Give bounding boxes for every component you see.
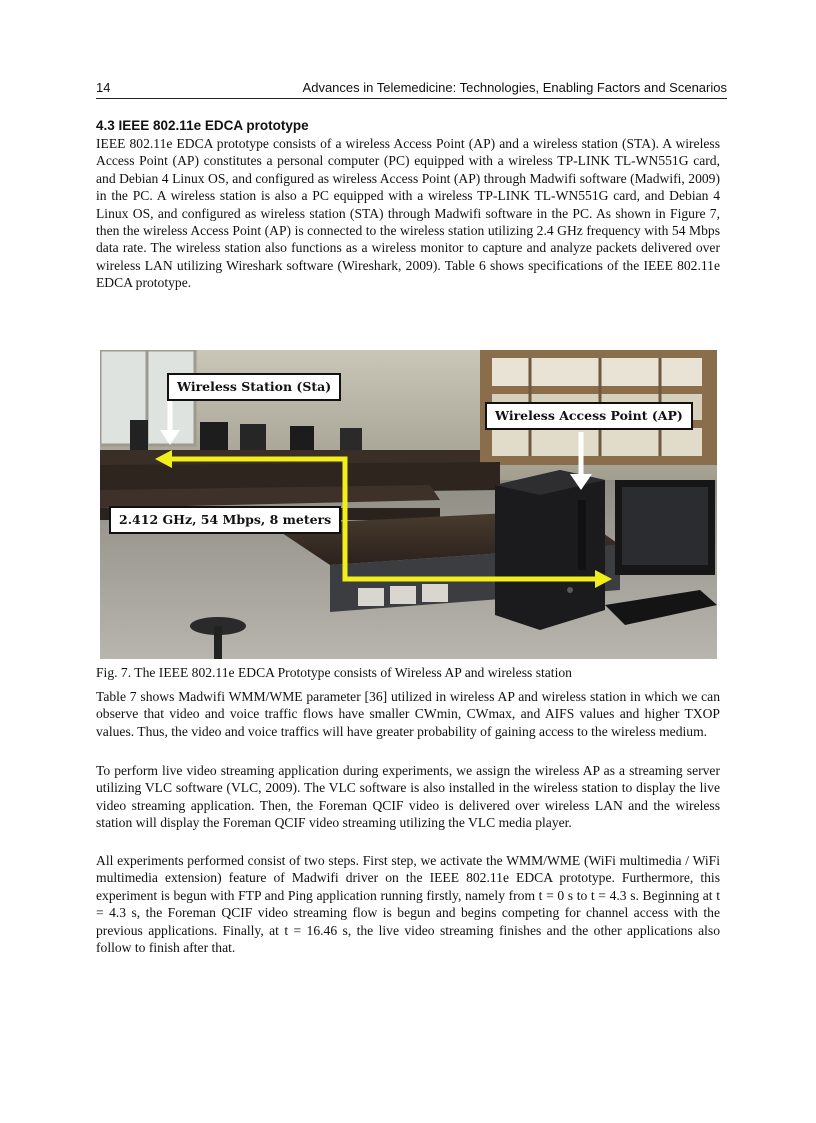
- paragraph-experiments: All experiments performed consist of two steps. First step, we activate the WMM/WME (WiFi multimedia / WiFi multimedia extension) feature of Madwifi driver on the IEEE 802.11e EDCA prototype. Furthermore, this experiment is begun with FTP and Ping application running firstly, namely from t = 0 s to t = 4.3 s. Beginning at t = 4.3 s, the Foreman QCIF video streaming flow is begun and begins competing for channel access with the previous applications. Finally, at t = 16.46 s, the live video streaming finishes and the other applications also follow to finish after that.: [96, 853, 720, 956]
- label-wireless-station: Wireless Station (Sta): [167, 373, 341, 401]
- page-number: 14: [96, 80, 111, 95]
- running-header: [96, 80, 727, 99]
- figure-7-photo: [100, 350, 717, 659]
- sta-pointer-arrowhead: [160, 430, 180, 445]
- label-wireless-access-point: Wireless Access Point (AP): [485, 402, 693, 430]
- paragraph-wmm-parameters: Table 7 shows Madwifi WMM/WME parameter [36] utilized in wireless AP and wireless station in which we can observe that video and voice traffic flows have smaller CWmin, CWmax, and AIFS values and higher TXOP values. Thus, the video and voice traffics will have greater probability of gaining access to the wireless medium.: [96, 689, 720, 739]
- figure-caption: Fig. 7. The IEEE 802.11e EDCA Prototype consists of Wireless AP and wireless station: [96, 665, 572, 680]
- label-link-specs: 2.412 GHz, 54 Mbps, 8 meters: [109, 506, 341, 534]
- paragraph-video-streaming: To perform live video streaming application during experiments, we assign the wireless AP as a streaming server utilizing VLC software (VLC, 2009). The VLC software is also installed in the wireless station to display the live video streaming application. Then, the Foreman QCIF video is delivered over wireless LAN and the wireless station will display the Foreman QCIF video streaming utilizing the VLC media player.: [96, 763, 720, 831]
- running-title: Advances in Telemedicine: Technologies, Enabling Factors and Scenarios: [302, 80, 727, 95]
- link-arrowhead-left: [155, 450, 172, 468]
- section-heading: 4.3 IEEE 802.11e EDCA prototype: [96, 118, 309, 133]
- ap-pointer-arrowhead: [570, 474, 592, 490]
- paragraph-prototype-description: IEEE 802.11e EDCA prototype consists of a wireless Access Point (AP) and a wireless station (STA). A wireless Access Point (AP) constitutes a personal computer (PC) equipped with a wireless TP-LINK TL-WN551G card, and Debian 4 Linux OS, and configured as wireless Access Point (AP) through Madwifi software (Madwifi, 2009) in the PC. A wireless station is also a PC equipped with a wireless TP-LINK TL-WN551G card, and Debian 4 Linux OS, and configured as wireless station (STA) through Madwifi software in the PC. As shown in Figure 7, then the wireless Access Point (AP) is connected to the wireless station utilizing 2.4 GHz frequency with 54 Mbps data rate. The wireless station also functions as a wireless monitor to capture and analyze packets delivered over wireless LAN utilizing Wireshark software (Wireshark, 2009). Table 6 shows specifications of the IEEE 802.11e EDCA prototype.: [96, 136, 720, 291]
- link-arrowhead-right: [595, 570, 612, 588]
